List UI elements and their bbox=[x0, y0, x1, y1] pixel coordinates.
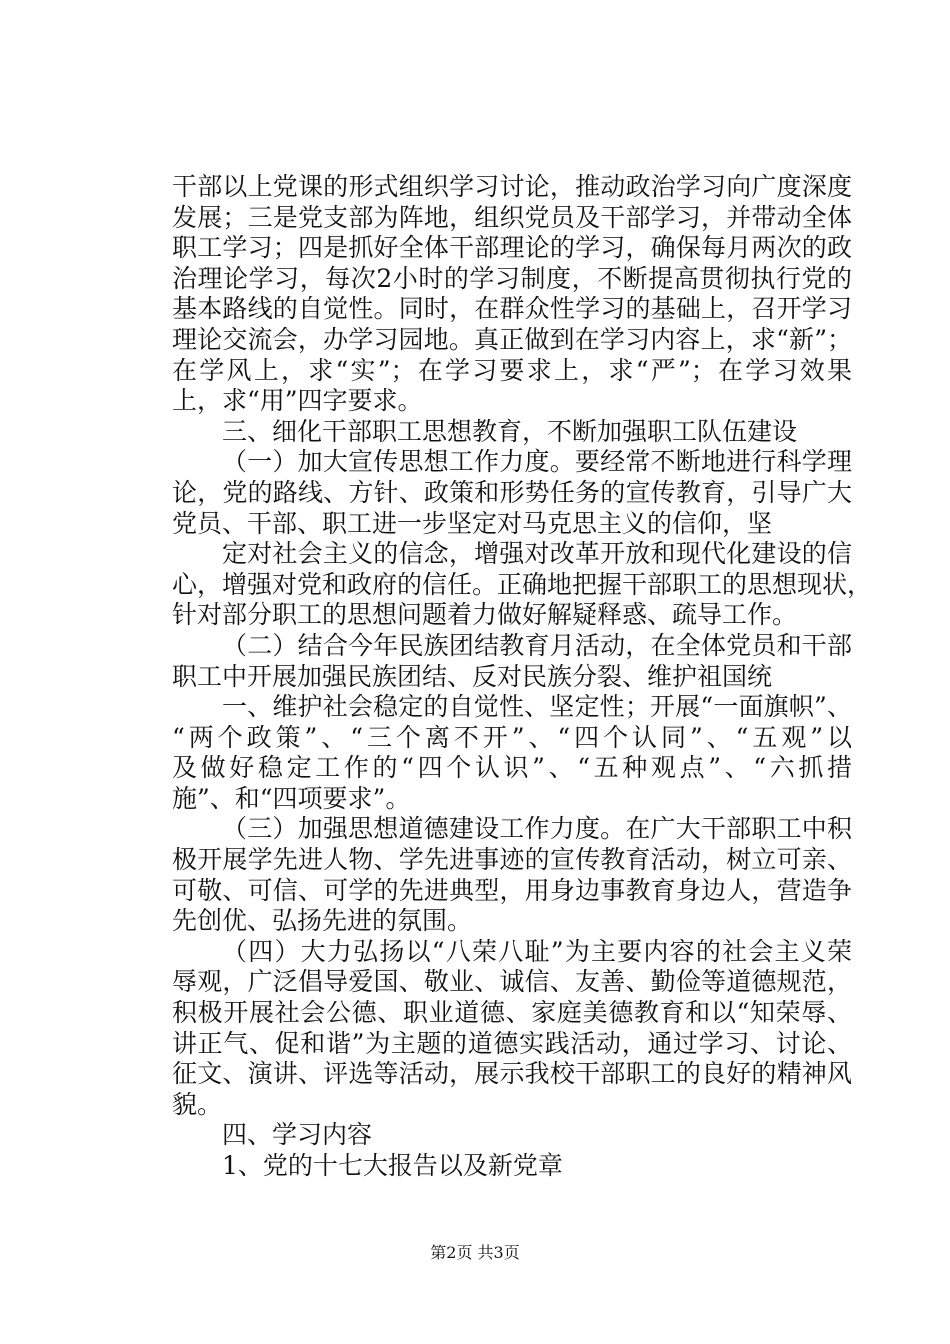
text-line: 职工中开展加强民族团结、反对民族分裂、维护祖国统 bbox=[172, 661, 773, 691]
text-line: 可敬、可信、可学的先进典型，用身边事教育身边人，营造争 bbox=[172, 875, 852, 905]
text-line: 辱观，广泛倡导爱国、敬业、诚信、友善、勤俭等道德规范， bbox=[172, 967, 852, 997]
text-line: 积极开展社会公德、职业道德、家庭美德教育和以“知荣辱、 bbox=[172, 998, 852, 1028]
text-line: 心，增强对党和政府的信任。正确地把握干部职工的思想现状， bbox=[172, 569, 873, 599]
text-line: “两个政策”、“三个离不开”、“四个认同”、“五观”以 bbox=[172, 722, 852, 752]
text-line: 在学风上，求“实”；在学习要求上，求“严”；在学习效果 bbox=[172, 355, 852, 385]
text-line: 理论交流会，办学习园地。真正做到在学习内容上，求“新”； bbox=[172, 324, 852, 354]
text-line: 基本路线的自觉性。同时，在群众性学习的基础上，召开学习 bbox=[172, 294, 852, 324]
text-line: 职工学习；四是抓好全体干部理论的学习，确保每月两次的政 bbox=[172, 233, 852, 263]
text-line: 发展；三是党支部为阵地，组织党员及干部学习，并带动全体 bbox=[172, 202, 852, 232]
text-line: 上，求“用”四字要求。 bbox=[172, 386, 423, 416]
text-line: 四、学习内容 bbox=[222, 1120, 373, 1150]
text-line: 极开展学先进人物、学先进事迹的宣传教育活动，树立可亲、 bbox=[172, 845, 852, 875]
text-line: 一、维护社会稳定的自觉性、坚定性；开展“一面旗帜”、 bbox=[222, 692, 852, 722]
text-line: 定对社会主义的信念，增强对改革开放和现代化建设的信 bbox=[222, 539, 852, 569]
text-line: 三、细化干部职工思想教育，不断加强职工队伍建设 bbox=[222, 416, 798, 446]
page-footer: 第2页 共3页 bbox=[430, 1243, 520, 1262]
text-line: 及做好稳定工作的“四个认识”、“五种观点”、“六抓措 bbox=[172, 753, 852, 783]
text-line: （四）大力弘扬以“八荣八耻”为主要内容的社会主义荣 bbox=[222, 936, 852, 966]
text-line: 党员、干部、职工进一步坚定对马克思主义的信仰，坚 bbox=[172, 508, 773, 538]
text-line: 征文、演讲、评选等活动，展示我校干部职工的良好的精神风 bbox=[172, 1059, 852, 1089]
text-line: 针对部分职工的思想问题着力做好解疑释惑、疏导工作。 bbox=[172, 600, 798, 630]
text-line: 论，党的路线、方针、政策和形势任务的宣传教育，引导广大 bbox=[172, 477, 852, 507]
text-line: 治理论学习，每次2小时的学习制度，不断提高贯彻执行党的 bbox=[172, 263, 852, 293]
text-line: （三）加强思想道德建设工作力度。在广大干部职工中积 bbox=[222, 814, 852, 844]
text-line: 1、党的十七大报告以及新党章 bbox=[222, 1151, 563, 1180]
document-body bbox=[172, 172, 873, 1182]
text-line: （二）结合今年民族团结教育月活动，在全体党员和干部 bbox=[222, 630, 852, 660]
text-line: 貌。 bbox=[172, 1089, 223, 1119]
text-line: 干部以上党课的形式组织学习讨论，推动政治学习向广度深度 bbox=[172, 172, 852, 201]
text-line: 施”、和“四项要求”。 bbox=[172, 783, 411, 813]
text-line: （一）加大宣传思想工作力度。要经常不断地进行科学理 bbox=[222, 447, 852, 477]
text-line: 讲正气、促和谐”为主题的道德实践活动，通过学习、讨论、 bbox=[172, 1028, 852, 1058]
text-line: 先创优、弘扬先进的氛围。 bbox=[172, 906, 473, 936]
